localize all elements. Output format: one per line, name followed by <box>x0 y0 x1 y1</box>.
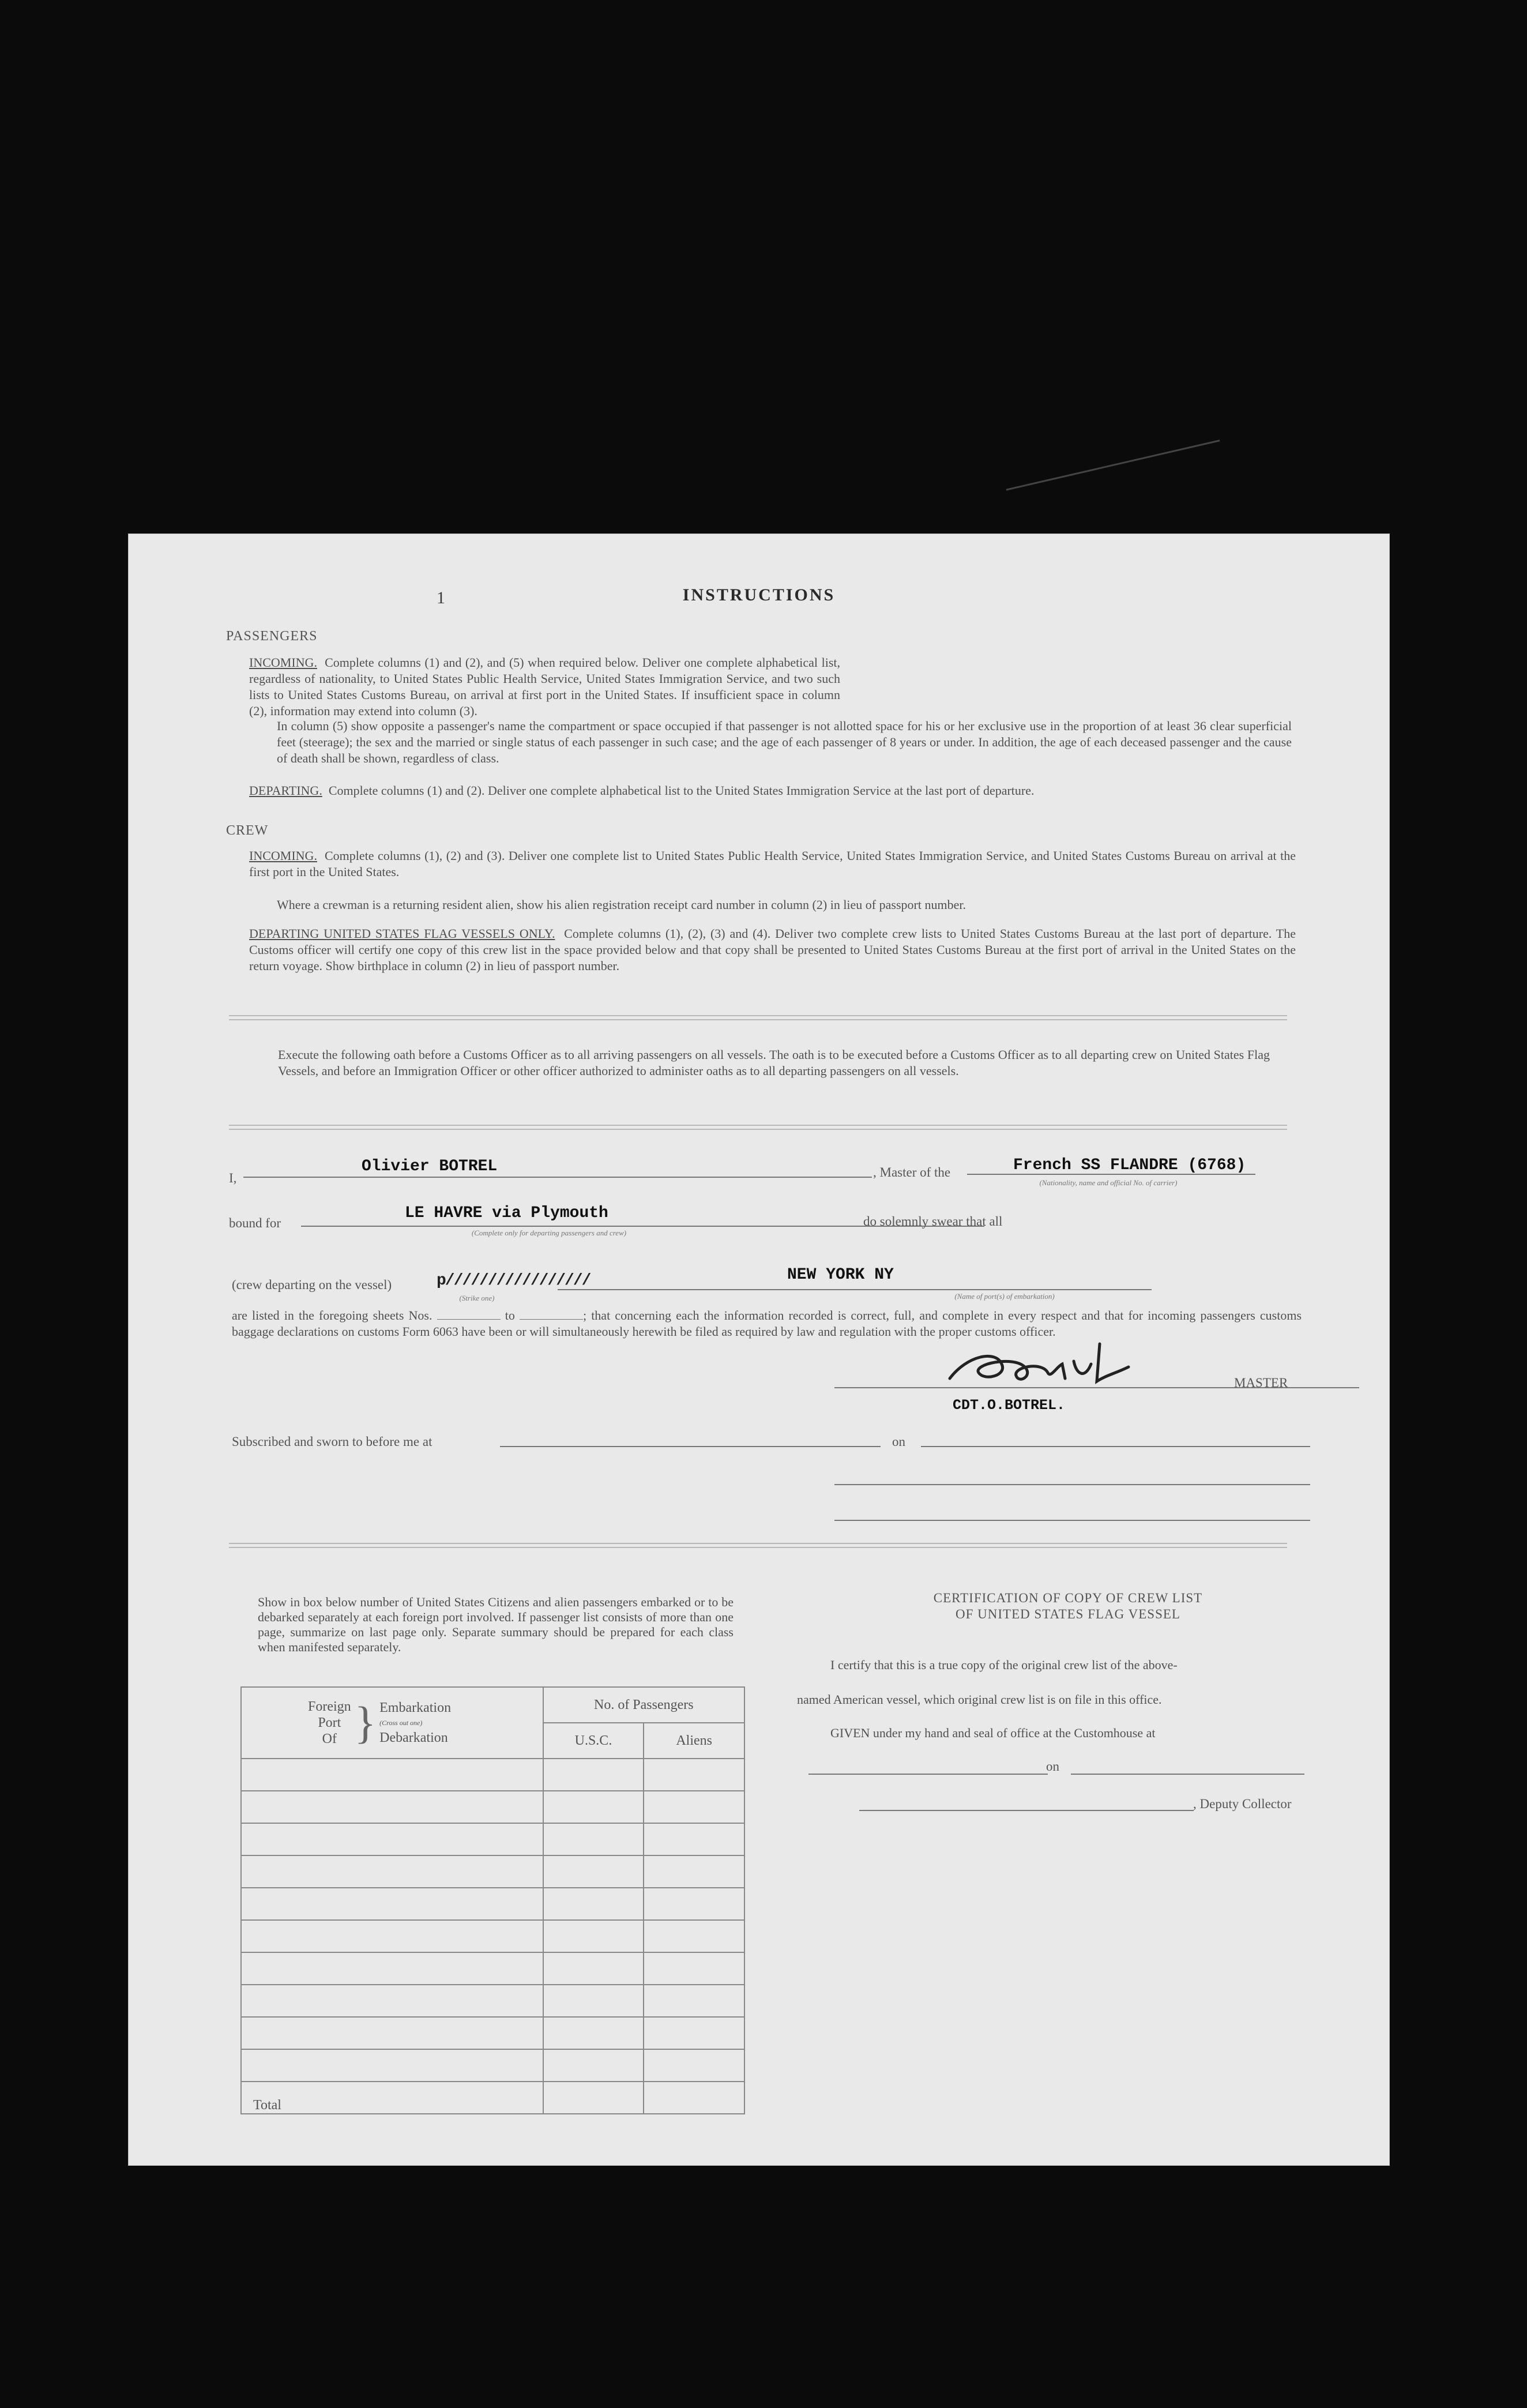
signature-typed-name: CDT.O.BOTREL. <box>953 1397 1066 1414</box>
embarkation-label: Embarkation <box>379 1700 452 1715</box>
bound-for-label: bound for <box>229 1216 281 1230</box>
subscribed-place-line <box>500 1446 881 1447</box>
strike-caption: (Strike one) <box>459 1294 495 1302</box>
crew-heading: CREW <box>226 823 269 838</box>
master-label: MASTER <box>1234 1376 1288 1390</box>
subscribed-date-line <box>921 1446 1310 1447</box>
page-title: INSTRUCTIONS <box>682 585 836 604</box>
usc-cell <box>543 1888 644 1920</box>
customhouse-line <box>808 1774 1048 1775</box>
document-page <box>128 534 1390 2166</box>
sheet-from-blank <box>437 1319 501 1320</box>
oath-instructions: Execute the following oath before a Customs Officer as to all arriving passengers on all vessels. The oath is to be executed before a Customs Officer as to all departing crew on United States Flag Vessels, and before an Immigration Officer or other officer authorized to administer oaths as to all departing passengers on all vessels. <box>278 1047 1270 1078</box>
table-row <box>241 1855 744 1888</box>
passengers-incoming <box>249 655 840 719</box>
certification-line1: I certify that this is a true copy of the original crew list of the above- <box>830 1658 1178 1672</box>
table-row <box>241 1791 744 1823</box>
certification-line3: GIVEN under my hand and seal of office at the Customhouse at <box>830 1726 1156 1740</box>
port-cell <box>241 1791 543 1823</box>
usc-cell <box>543 1952 644 1985</box>
usc-cell <box>543 1855 644 1888</box>
total-row <box>241 2082 744 2114</box>
master-name-line <box>243 1177 872 1178</box>
vessel-name: French SS FLANDRE (6768) <box>1013 1156 1246 1174</box>
master-signature <box>932 1332 1152 1396</box>
passengers-incoming-label: INCOMING. <box>249 655 317 670</box>
crew-resident: Where a crewman is a returning resident alien, show his alien registration receipt card number in column (2) in lieu of passport number. <box>277 897 966 912</box>
aliens-cell <box>644 2049 744 2082</box>
subscribed-on-label: on <box>892 1434 905 1449</box>
crew-departing-label: (crew departing on the vessel) <box>232 1278 392 1292</box>
certification-heading-line2: OF UNITED STATES FLAG VESSEL <box>956 1607 1180 1621</box>
divider <box>229 1125 1287 1130</box>
master-of-label: , Master of the <box>873 1165 951 1179</box>
master-name: Olivier BOTREL <box>362 1158 498 1175</box>
crew-departing <box>249 926 1296 974</box>
table-row <box>241 2049 744 2082</box>
passengers-incoming-text: Complete columns (1) and (2), and (5) when required below. Deliver one complete alphabetical list, regardless of nationality, to United States Public Health Service, United States Immigration Service, and two such lists to United States Customs Bureau, on arrival at first port in the United States. If insufficient space in column (2), information may extend into column (3). <box>249 655 841 718</box>
passenger-summary-table <box>240 1686 745 2114</box>
usc-cell <box>543 1791 644 1823</box>
table-row <box>241 1920 744 1952</box>
usc-cell <box>543 1759 644 1791</box>
certification-date-line <box>1071 1774 1304 1775</box>
port-cell <box>241 1888 543 1920</box>
usc-cell <box>543 1920 644 1952</box>
port-header: Foreign Port Of } Embarkation (Cross out one) Debarkation <box>241 1687 543 1759</box>
certification-heading-line1: CERTIFICATION OF COPY OF CREW LIST <box>933 1591 1203 1605</box>
passengers-departing <box>249 783 1296 799</box>
officer-title-line <box>834 1520 1310 1521</box>
struck-out-text: p///////////////// <box>437 1272 591 1290</box>
port-cell <box>241 1985 543 2017</box>
port-cell <box>241 1823 543 1855</box>
cross-out-label: (Cross out one) <box>379 1719 423 1727</box>
total-label: Total <box>241 2082 543 2114</box>
vessel-caption: (Nationality, name and official No. of carrier) <box>1039 1178 1178 1187</box>
usc-cell <box>543 2049 644 2082</box>
page-number: 1 <box>437 588 445 607</box>
debarkation-label: Debarkation <box>379 1730 448 1745</box>
certification-heading <box>872 1590 1264 1622</box>
port-caption: (Name of port(s) of embarkation) <box>954 1292 1055 1301</box>
usc-cell <box>543 2017 644 2049</box>
aliens-cell <box>644 1759 744 1791</box>
foreign-label: Foreign <box>308 1699 351 1714</box>
sheet-to-blank <box>520 1319 583 1320</box>
crew-incoming-text: Complete columns (1), (2) and (3). Deliver one complete list to United States Public Health Service, United States Immigration Service, and United States Customs Bureau on arrival at the first port in the United States. <box>249 848 1296 879</box>
port-cell <box>241 1952 543 1985</box>
port-cell <box>241 2017 543 2049</box>
usc-cell <box>543 1823 644 1855</box>
table-row <box>241 1985 744 2017</box>
passengers-column5: In column (5) show opposite a passenger's name the compartment or space occupied if that passenger is not allotted space for his or her exclusive use in the proportion of at least 36 clear superficial feet (steerage); the sex and the married or single status of each passenger in such case; and the age of each passenger of 8 years or under. In addition, the age of each deceased passenger and the cause of death shall be shown, regardless of class. <box>277 719 1292 765</box>
passengers-heading: PASSENGERS <box>226 629 318 644</box>
port-label: Port <box>318 1715 341 1730</box>
aliens-cell <box>644 1823 744 1855</box>
table-row <box>241 1759 744 1791</box>
usc-total-cell <box>543 2082 644 2114</box>
certification-on-label: on <box>1046 1759 1059 1774</box>
table-row <box>241 1888 744 1920</box>
divider <box>229 1543 1287 1548</box>
usc-header: U.S.C. <box>543 1723 644 1759</box>
aliens-cell <box>644 1985 744 2017</box>
port-cell <box>241 1855 543 1888</box>
aliens-cell <box>644 1855 744 1888</box>
summary-note: Show in box below number of United States Citizens and alien passengers embarked or to be debarked separately at each foreign port involved. If passenger list consists of more than one page, summarize on last page only. Separate summary should be prepared for each class when manifested separately. <box>258 1595 734 1654</box>
port-line <box>558 1289 1152 1290</box>
aliens-cell <box>644 2017 744 2049</box>
i-label: I, <box>229 1171 237 1185</box>
certification-line2: named American vessel, which original crew list is on file in this office. <box>797 1692 1162 1707</box>
deputy-collector-label: , Deputy Collector <box>1193 1797 1292 1811</box>
sheets-label: are listed in the foregoing sheets Nos. <box>232 1308 432 1323</box>
table-row <box>241 1823 744 1855</box>
usc-cell <box>543 1985 644 2017</box>
aliens-cell <box>644 1888 744 1920</box>
bound-for-value: LE HAVRE via Plymouth <box>405 1204 608 1222</box>
swear-label: do solemnly swear that all <box>863 1214 1003 1229</box>
port-cell <box>241 2049 543 2082</box>
passengers-departing-text: Complete columns (1) and (2). Deliver one complete alphabetical list to the United States Immigration Service at the last port of departure. <box>328 783 1035 798</box>
of-label: Of <box>322 1731 337 1746</box>
passengers-departing-label: DEPARTING. <box>249 783 322 798</box>
table-row <box>241 1952 744 1985</box>
port-value: NEW YORK NY <box>787 1266 894 1284</box>
crew-departing-label: DEPARTING UNITED STATES FLAG VESSELS ONLY. <box>249 926 555 941</box>
table-row <box>241 2017 744 2049</box>
statement-text: ; that concerning each the information recorded is correct, full, and complete in every respect and that for incoming passengers customs baggage declarations on customs Form 6063 have been or will simultaneously herewith be filed as required by law and regulation with the proper customs officer. <box>232 1308 1302 1339</box>
crew-incoming-label: INCOMING. <box>249 848 317 863</box>
port-cell <box>241 1920 543 1952</box>
aliens-header: Aliens <box>644 1723 744 1759</box>
aliens-cell <box>644 1952 744 1985</box>
crew-incoming <box>249 848 1296 880</box>
divider <box>229 1015 1287 1020</box>
to-label: to <box>505 1308 515 1323</box>
port-cell <box>241 1759 543 1791</box>
aliens-cell <box>644 1920 744 1952</box>
aliens-cell <box>644 1791 744 1823</box>
deputy-signature-line <box>859 1810 1194 1811</box>
no-passengers-header: No. of Passengers <box>543 1687 744 1723</box>
crew-departing-text: Complete columns (1), (2), (3) and (4). Deliver two complete crew lists to United States Customs Bureau at the last port of departure. The Customs officer will certify one copy of this crew list in the space provided below and that copy shall be presented to United States Customs Bureau at the first port of arrival in the United States on the return voyage. Show birthplace in column (2) in lieu of passport number. <box>249 926 1296 973</box>
aliens-total-cell <box>644 2082 744 2114</box>
film-scratch <box>1006 439 1220 490</box>
officer-signature-line <box>834 1484 1310 1485</box>
bound-caption: (Complete only for departing passengers and crew) <box>471 1229 627 1237</box>
subscribed-label: Subscribed and sworn to before me at <box>232 1434 432 1449</box>
